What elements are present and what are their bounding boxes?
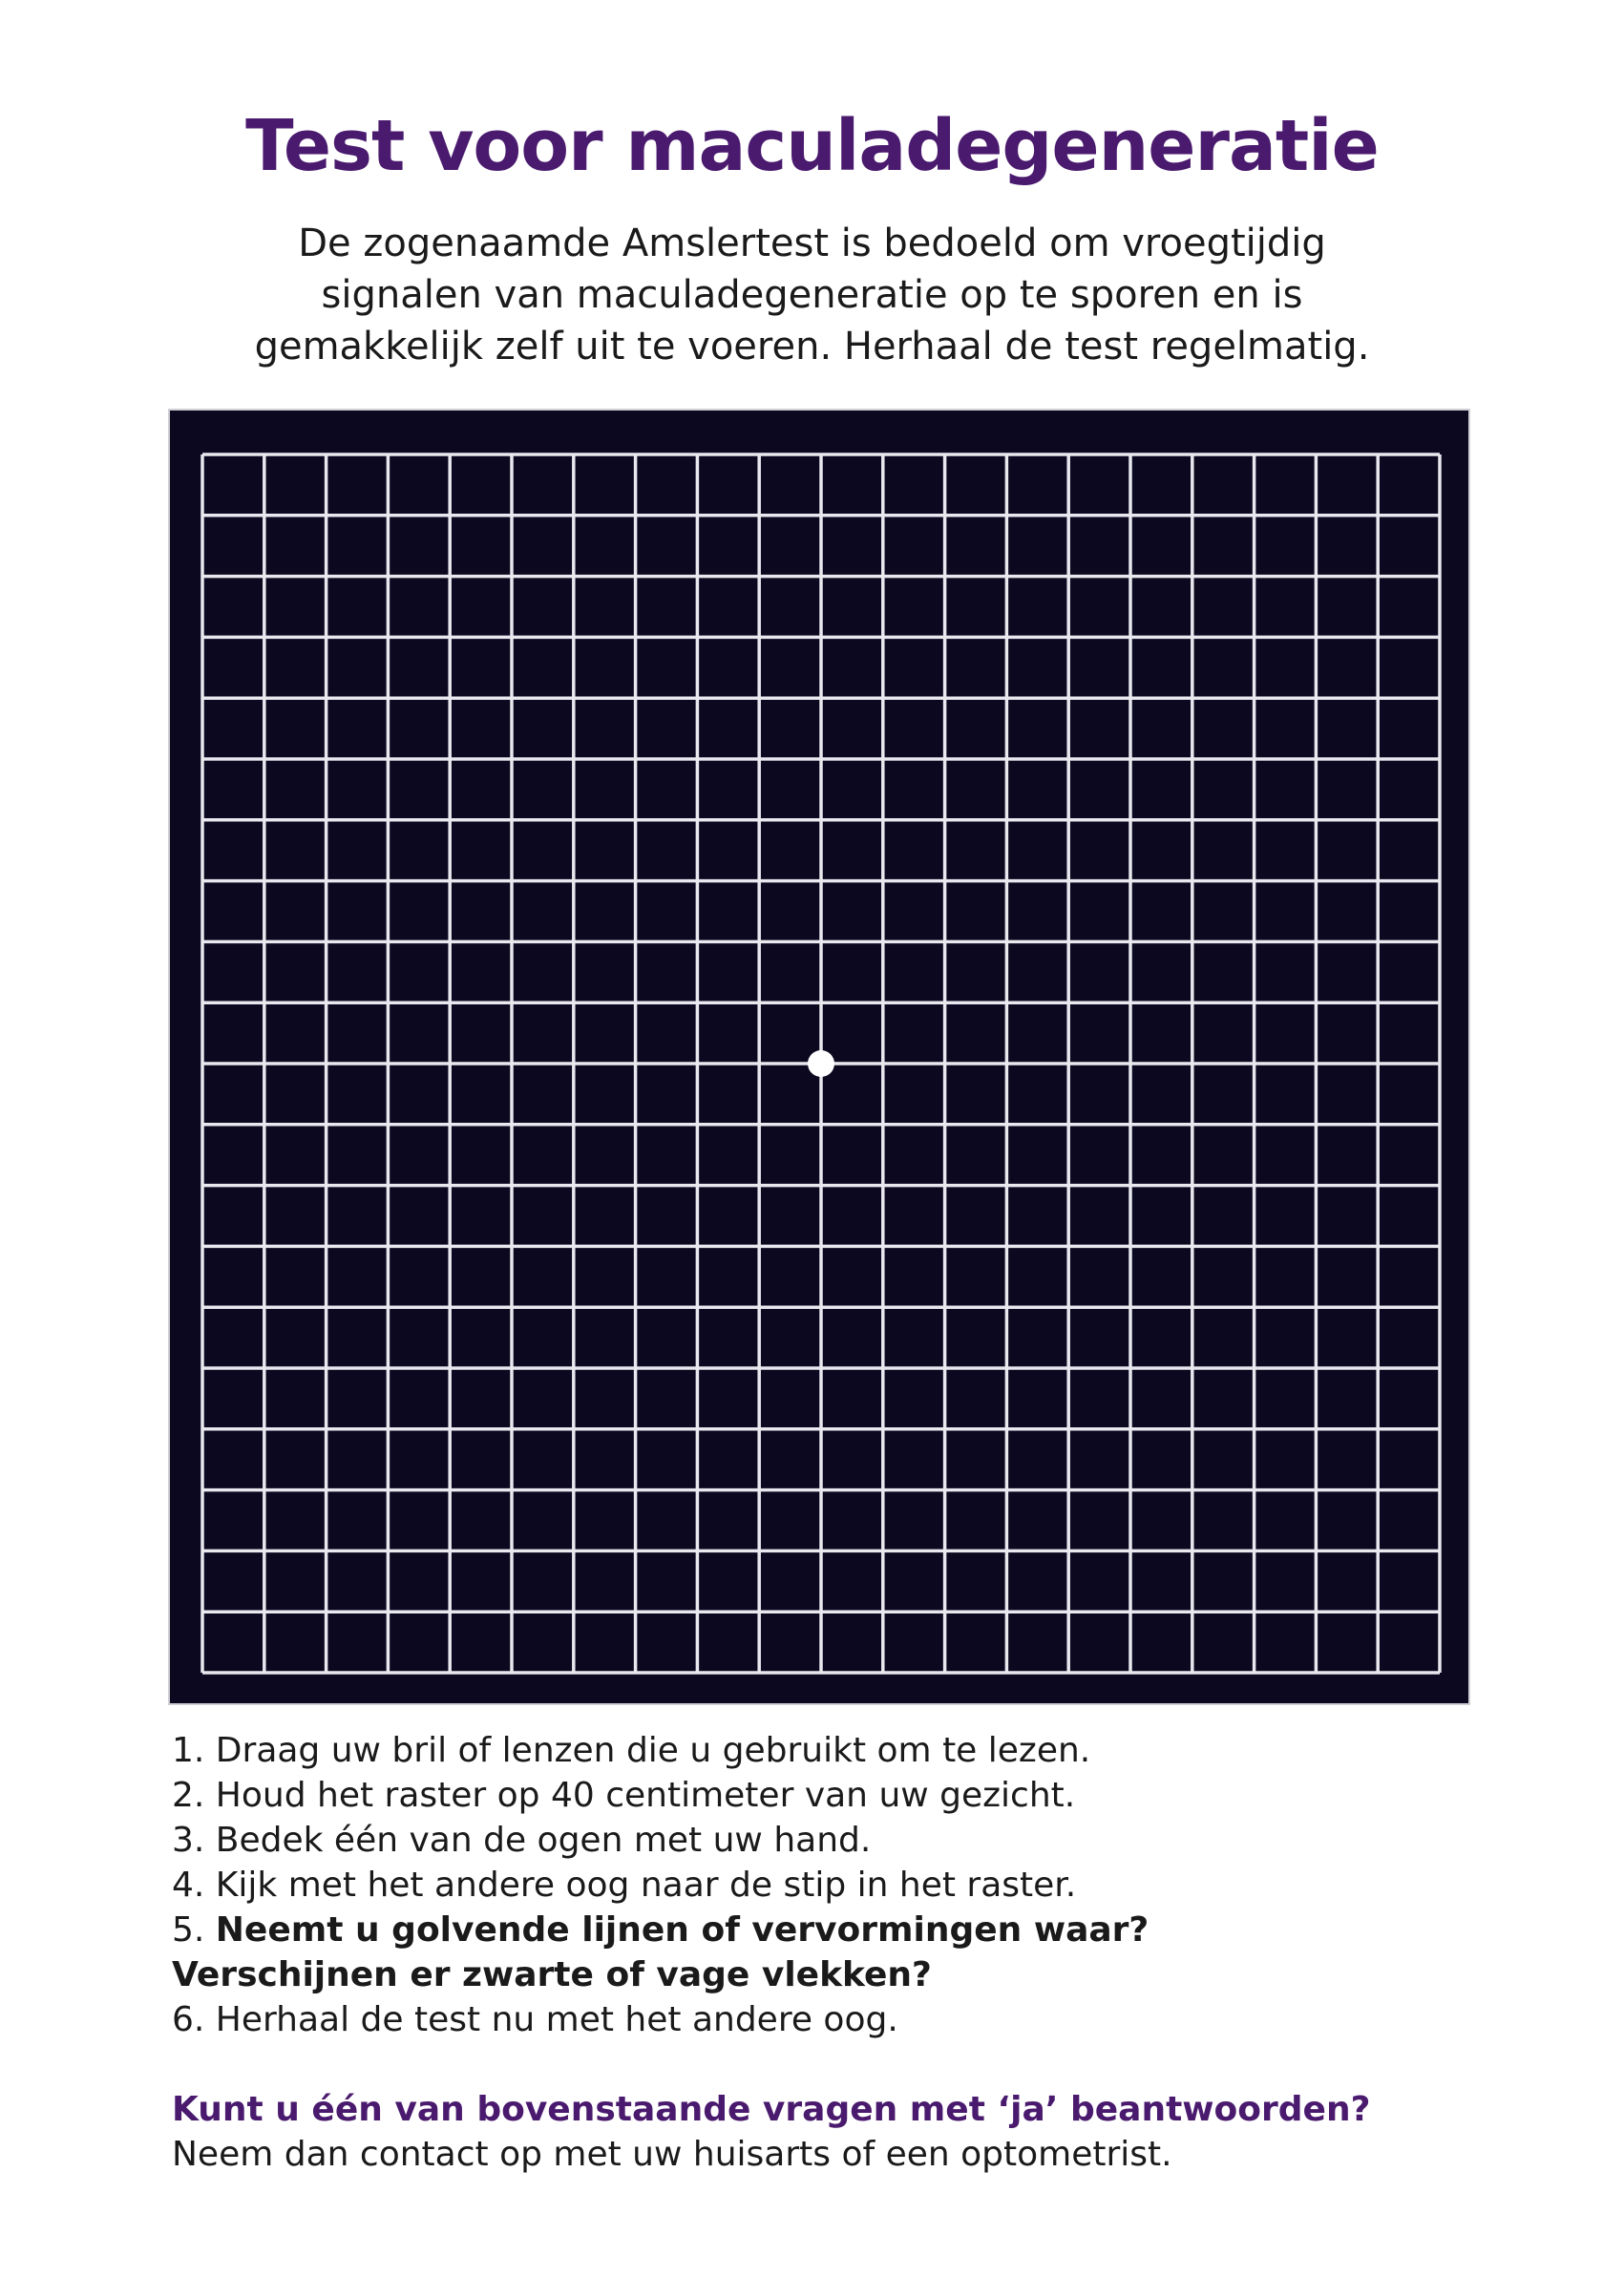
instruction-list bbox=[172, 1728, 1508, 2042]
step-1: 1. Draag uw bril of lenzen die u gebruikt om te lezen. bbox=[172, 1731, 1091, 1770]
intro-line: De zogenaamde Amslertest is bedoeld om vroegtijdig bbox=[298, 221, 1326, 265]
page-title: Test voor maculadegeneratie bbox=[245, 105, 1379, 187]
step-5-continued bbox=[172, 1952, 1508, 1997]
step-2: 2. Houd het raster op 40 centimeter van uw gezicht. bbox=[172, 1776, 1076, 1815]
intro-paragraph bbox=[191, 218, 1433, 372]
step-4: 4. Kijk met het andere oog naar de stip in het raster. bbox=[172, 1866, 1077, 1905]
amsler-grid-lines bbox=[170, 411, 1468, 1703]
amsler-grid bbox=[168, 409, 1470, 1705]
step-5 bbox=[172, 1908, 1508, 1952]
step-6: 6. Herhaal de test nu met het andere oog. bbox=[172, 2000, 898, 2039]
intro-line: gemakkelijk zelf uit te voeren. Herhaal de test regelmatig. bbox=[254, 325, 1370, 369]
contact-advice: Neem dan contact op met uw huisarts of een optometrist. bbox=[172, 2135, 1172, 2174]
step-5-question-2: Verschijnen er zwarte of vage vlekken? bbox=[172, 1955, 932, 1994]
followup-question: Kunt u één van bovenstaande vragen met ‘ja’ beantwoorden? bbox=[172, 2090, 1371, 2129]
step-5-question: Neemt u golvende lijnen of vervormingen waar? bbox=[215, 1910, 1149, 1950]
step-3: 3. Bedek één van de ogen met uw hand. bbox=[172, 1821, 872, 1860]
center-dot bbox=[808, 1050, 834, 1077]
step-5-number: 5. bbox=[172, 1910, 216, 1950]
intro-line: signalen van maculadegeneratie op te sporen en is bbox=[321, 273, 1303, 317]
